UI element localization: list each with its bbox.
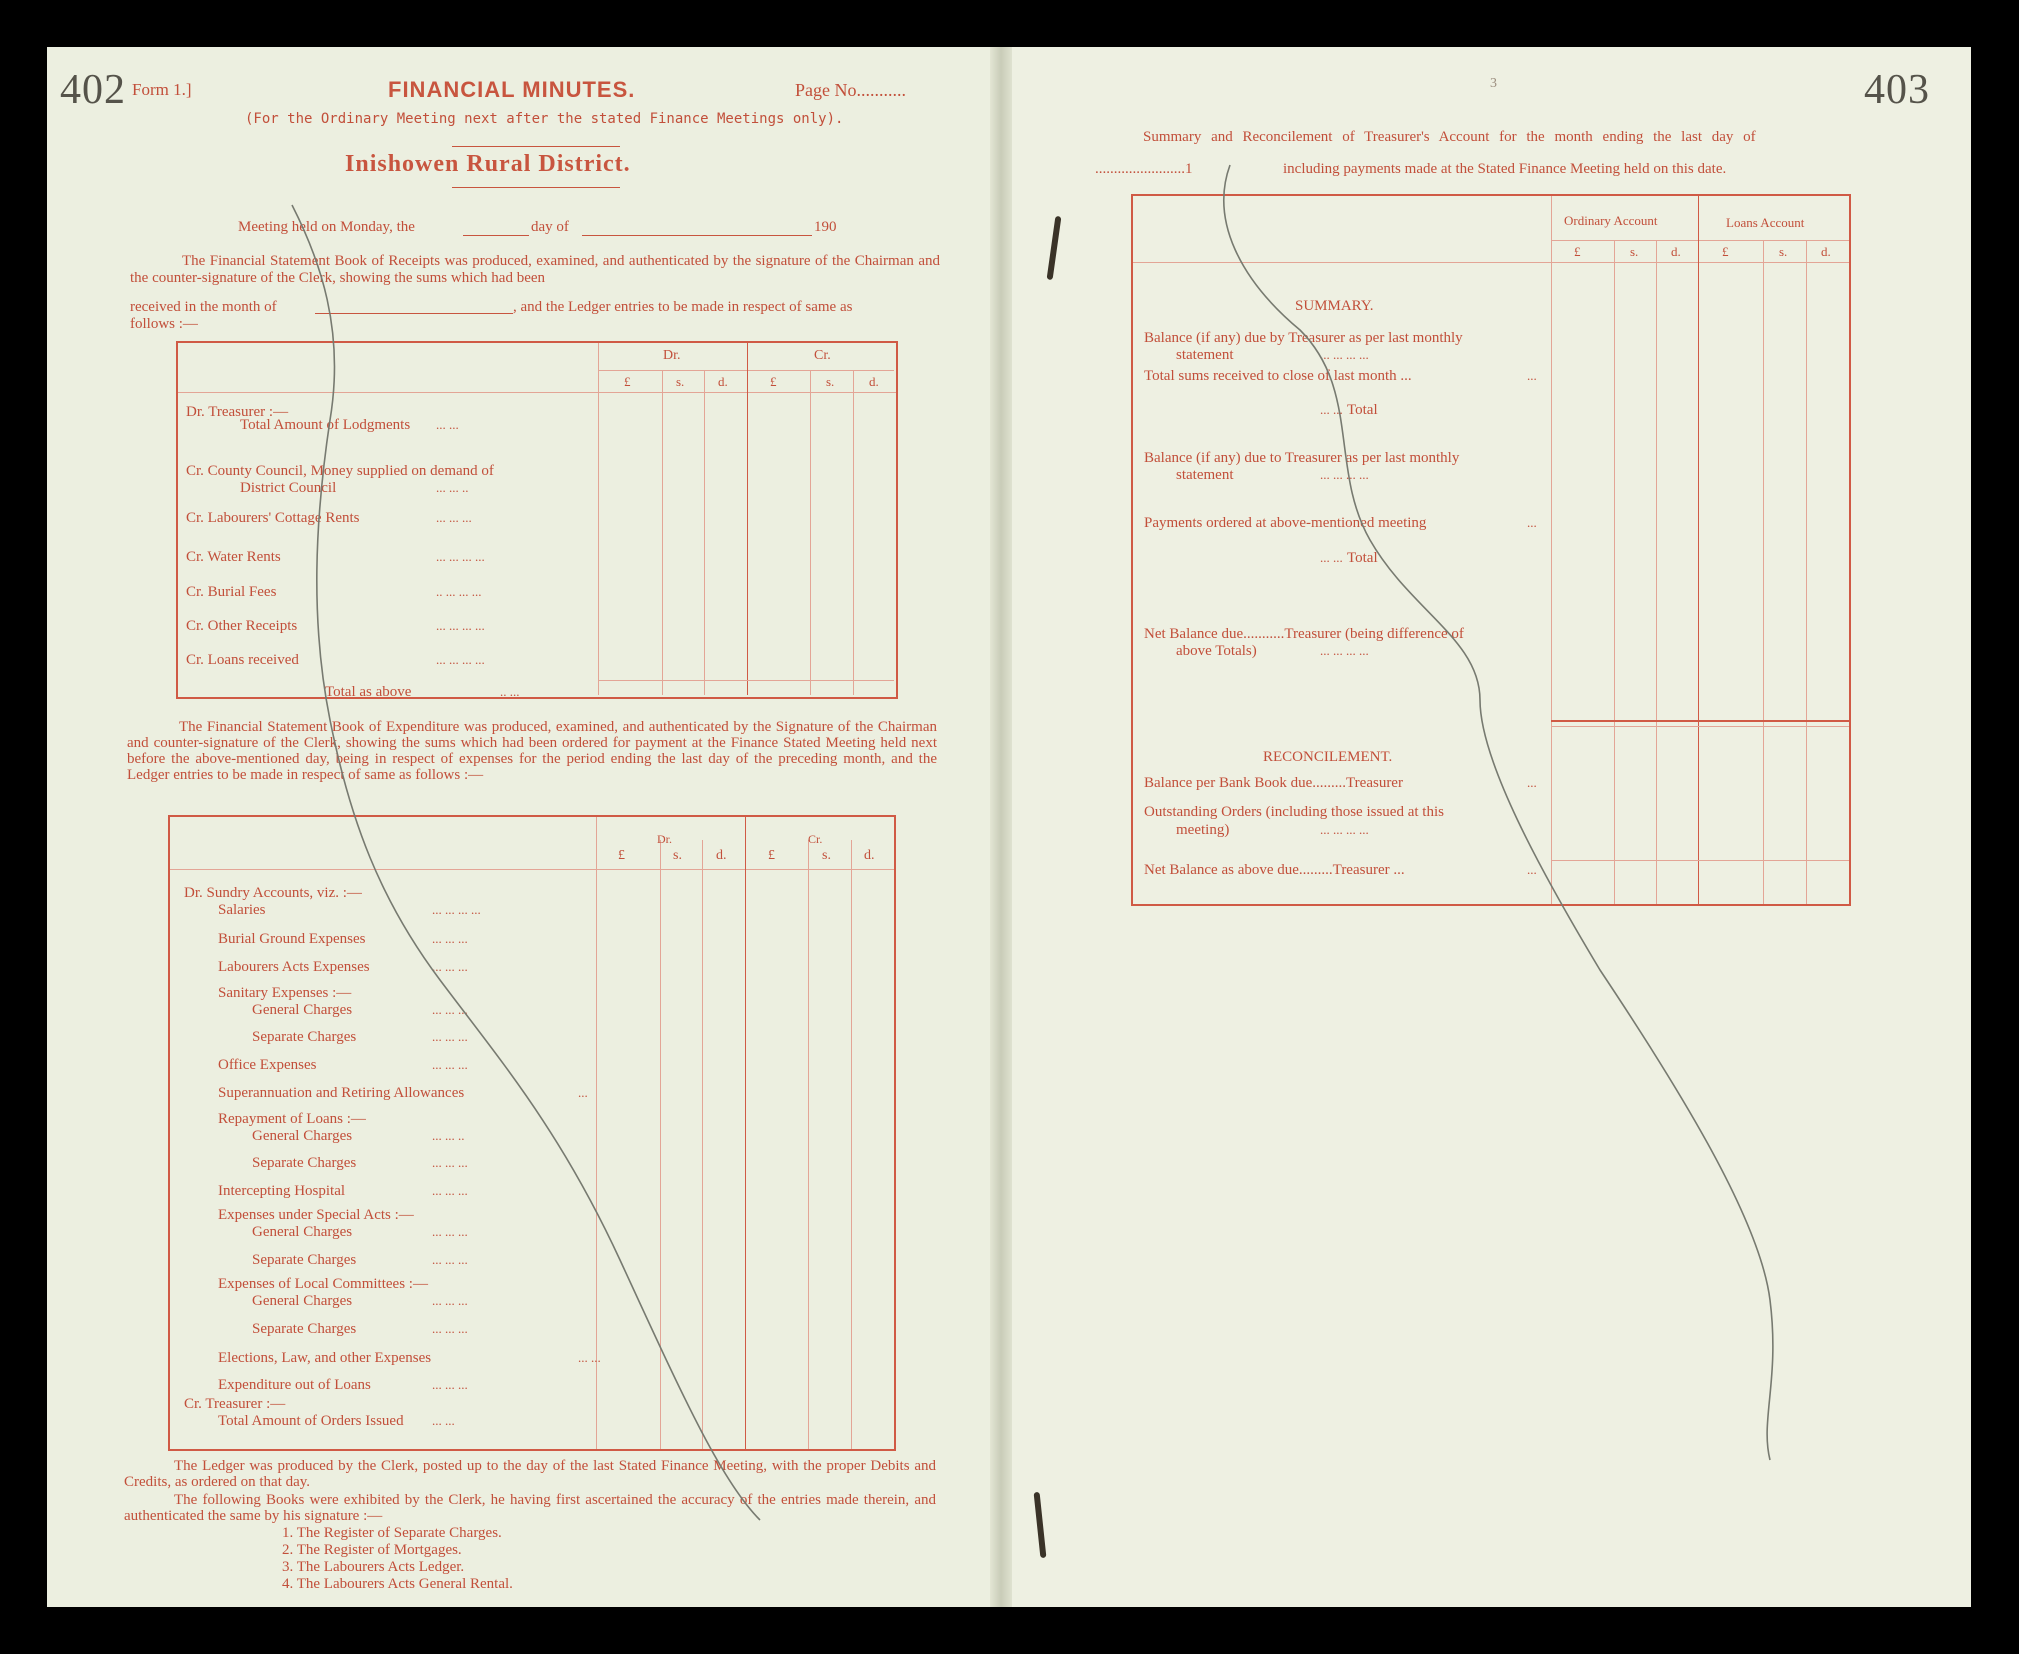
leader-dots: ...	[1527, 515, 1537, 530]
column-header: s.	[826, 374, 835, 389]
table-row-label: Cr. Burial Fees	[186, 584, 277, 600]
leader-dots: ... ... ... ...	[1320, 347, 1369, 362]
table-row-sublabel: Total Amount of Lodgments	[240, 417, 411, 433]
leader-dots: ... ... ... ...	[436, 652, 485, 667]
ordinary-account-label: Ordinary Account	[1564, 213, 1658, 228]
meeting-line-b: day of	[531, 219, 569, 235]
summary-row-sublabel: statement	[1176, 347, 1234, 363]
table-row-label: Burial Ground Expenses	[218, 931, 366, 947]
summary-row-label: Payments ordered at above-mentioned meeting	[1144, 515, 1427, 531]
table-row-label: Intercepting Hospital	[218, 1183, 346, 1199]
table-row-label: Dr. Treasurer :—	[186, 404, 289, 420]
top-mark: 3	[1490, 76, 1497, 91]
leader-dots: .. ... ... ...	[436, 584, 482, 599]
table-row-label: Total Amount of Orders Issued	[218, 1413, 404, 1429]
leader-dots: ... ... ...	[432, 1224, 468, 1239]
leader-dots: ... ... ..	[432, 1128, 465, 1143]
column-header: s.	[1630, 244, 1639, 259]
table-row-label: Superannuation and Retiring Allowances	[218, 1085, 465, 1101]
leader-dots: ... ... ... ...	[1320, 643, 1369, 658]
table-row-label: Cr. Labourers' Cottage Rents	[186, 510, 360, 526]
column-header: d.	[864, 848, 875, 863]
summary-row-sublabel: statement	[1176, 467, 1234, 483]
column-header: s.	[676, 374, 685, 389]
leader-dots: ... ... ...	[432, 1057, 468, 1072]
column-header: s.	[1779, 244, 1788, 259]
column-header: s.	[673, 848, 682, 863]
table-row-label: General Charges	[252, 1002, 353, 1018]
table-row-label: Salaries	[218, 902, 266, 918]
leader-dots: ... ... ...	[432, 959, 468, 974]
summary-row-label: Total sums received to close of last month ...	[1144, 368, 1412, 384]
leader-dots: ... ...	[436, 417, 459, 432]
column-header: £	[1574, 244, 1581, 259]
reconcilement-title: RECONCILEMENT.	[1263, 749, 1393, 765]
table-row-label: Cr. Water Rents	[186, 549, 281, 565]
table-row-label: Labourers Acts Expenses	[218, 959, 370, 975]
leader-dots: ... ...	[432, 1413, 455, 1428]
table-row-label: Cr. Other Receipts	[186, 618, 298, 634]
leader-dots: ...	[578, 1085, 588, 1100]
leader-dots: ... ... ..	[436, 480, 469, 495]
table-row-label: Cr. Treasurer :—	[184, 1396, 286, 1412]
reconcilement-row-label: Balance per Bank Book due.........Treasurer	[1144, 775, 1403, 791]
cr-label-2: Cr.	[808, 832, 823, 846]
table-row-label: Office Expenses	[218, 1057, 317, 1073]
table-row-label: Dr. Sundry Accounts, viz. :—	[184, 885, 362, 901]
expenditure-paragraph: The Financial Statement Book of Expenditure was produced, examined, and authenticated by the Signature of the Chairman and counter-signature of the Clerk, showing the sums which had been ordered for payment at the Finance Stated Meeting held next before the above-mentioned day, being in respect of expenses for the period ending the last day of the preceding month, and the Ledger entries to be made in respect of same as follows :—	[127, 719, 937, 783]
meeting-line-c: 190	[814, 219, 837, 235]
page-number-left: 402	[60, 67, 126, 113]
subtitle: (For the Ordinary Meeting next after the stated Finance Meetings only).	[245, 111, 844, 127]
received-line-c: follows :—	[130, 316, 198, 332]
table-row-label: Separate Charges	[252, 1155, 357, 1171]
leader-dots: ... ... ... ...	[436, 618, 485, 633]
column-header: d.	[718, 374, 728, 389]
table-row-label: Separate Charges	[252, 1252, 357, 1268]
column-header: £	[1722, 244, 1729, 259]
summary-row-label: Balance (if any) due to Treasurer as per last monthly	[1144, 450, 1460, 466]
dr-label-2: Dr.	[657, 832, 672, 846]
table-row-label: Elections, Law, and other Expenses	[218, 1350, 432, 1366]
table-row-label: Expenditure out of Loans	[218, 1377, 371, 1393]
page-no-label: Page No...........	[795, 80, 906, 100]
leader-dots: ...	[1527, 368, 1537, 383]
leader-dots: ...	[1527, 862, 1537, 877]
ledger-paragraph: The Ledger was produced by the Clerk, posted up to the day of the last Stated Finance Meeting, with the proper Debits and Credits, as ordered on that day.	[124, 1458, 936, 1490]
summary-row-label: Balance (if any) due by Treasurer as per last monthly	[1144, 330, 1463, 346]
leader-dots: ... ... ...	[432, 1002, 468, 1017]
form-label: Form 1.]	[132, 80, 192, 99]
heading-blank: ........................1	[1095, 161, 1193, 177]
table-row-label: Sanitary Expenses :—	[218, 985, 352, 1001]
reconcilement-row-sublabel: meeting)	[1176, 822, 1230, 838]
table-row-label: General Charges	[252, 1128, 353, 1144]
meeting-line-a: Meeting held on Monday, the	[238, 219, 415, 235]
leader-dots: ... ...	[1320, 402, 1343, 417]
district-name: Inishowen Rural District.	[345, 151, 631, 177]
table-row-label: General Charges	[252, 1224, 353, 1240]
heading-line-2: including payments made at the Stated Finance Meeting held on this date.	[1283, 161, 1727, 177]
column-header: £	[618, 848, 625, 863]
leader-dots: .. ...	[500, 684, 520, 699]
reconcilement-row-label: Net Balance as above due.........Treasurer ...	[1144, 862, 1405, 878]
page-number-right: 403	[1864, 67, 1930, 113]
table-row-label: Cr. Loans received	[186, 652, 299, 668]
summary-heading: Summary and Reconcilement of Treasurer's Account for the month ending the last day of	[1143, 129, 1756, 145]
leader-dots: ... ... ...	[432, 1321, 468, 1336]
book-list-item: 1. The Register of Separate Charges.	[282, 1525, 502, 1541]
book-list-item: 4. The Labourers Acts General Rental.	[282, 1576, 513, 1592]
leader-dots: ... ... ...	[432, 1155, 468, 1170]
summary-row-label: Total	[1347, 402, 1378, 418]
leader-dots: ... ... ...	[432, 1377, 468, 1392]
leader-dots: ... ... ... ...	[436, 549, 485, 564]
summary-row-label: Net Balance due...........Treasurer (being difference of	[1144, 626, 1464, 642]
leader-dots: ... ... ...	[432, 1029, 468, 1044]
column-header: d.	[1821, 244, 1831, 259]
leader-dots: ... ... ...	[432, 1252, 468, 1267]
table-row-label: General Charges	[252, 1293, 353, 1309]
cr-label: Cr.	[814, 348, 831, 363]
leader-dots: ... ...	[1320, 550, 1343, 565]
leader-dots: ... ... ...	[436, 510, 472, 525]
column-header: d.	[869, 374, 879, 389]
leader-dots: ...	[1527, 775, 1537, 790]
table-row-label: Repayment of Loans :—	[218, 1111, 366, 1127]
column-header: d.	[716, 848, 727, 863]
leader-dots: ... ...	[578, 1350, 601, 1365]
received-line-b: , and the Ledger entries to be made in respect of same as	[513, 299, 853, 315]
received-line-a: received in the month of	[130, 299, 277, 315]
table-row-label: Expenses of Local Committees :—	[218, 1276, 428, 1292]
leader-dots: ... ... ...	[432, 1183, 468, 1198]
reconcilement-row-label: Outstanding Orders (including those issued at this	[1144, 804, 1444, 820]
books-paragraph: The following Books were exhibited by the Clerk, he having first ascertained the accuracy of the entries made therein, and authenticated the same by his signature :—	[124, 1492, 936, 1524]
leader-dots: ... ... ... ...	[432, 902, 481, 917]
column-header: £	[624, 374, 631, 389]
leader-dots: ... ... ... ...	[1320, 822, 1369, 837]
book-list-item: 3. The Labourers Acts Ledger.	[282, 1559, 465, 1575]
table-row-sublabel: District Council	[240, 480, 337, 496]
table-row-label: Total as above	[325, 684, 412, 700]
column-header: d.	[1671, 244, 1681, 259]
loans-account-label: Loans Account	[1726, 215, 1805, 230]
page-title: FINANCIAL MINUTES.	[388, 77, 636, 102]
leader-dots: ... ... ...	[432, 1293, 468, 1308]
leader-dots: ... ... ... ...	[1320, 467, 1369, 482]
column-header: s.	[822, 848, 831, 863]
table-row-label: Cr. County Council, Money supplied on demand of	[186, 463, 494, 479]
receipts-paragraph: The Financial Statement Book of Receipts was produced, examined, and authenticated by the signature of the Chairman and the counter-signature of the Clerk, showing the sums which had been	[130, 253, 940, 286]
table-row-label: Separate Charges	[252, 1029, 357, 1045]
leader-dots: ... ... ...	[432, 931, 468, 946]
summary-title: SUMMARY.	[1295, 298, 1374, 314]
table-row-label: Expenses under Special Acts :—	[218, 1207, 414, 1223]
summary-row-label: Total	[1347, 550, 1378, 566]
dr-label: Dr.	[663, 348, 681, 363]
column-header: £	[768, 848, 775, 863]
table-row-label: Separate Charges	[252, 1321, 357, 1337]
book-list-item: 2. The Register of Mortgages.	[282, 1542, 462, 1558]
column-header: £	[770, 374, 777, 389]
summary-row-sublabel: above Totals)	[1176, 643, 1257, 659]
